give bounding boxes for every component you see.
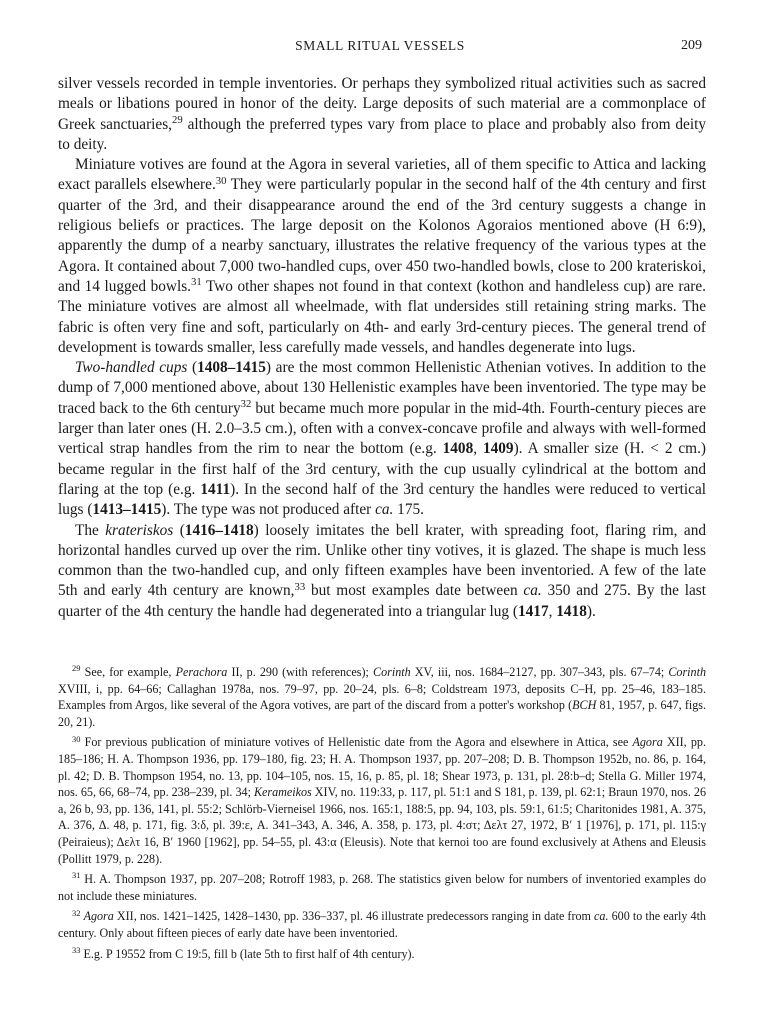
footnote-ref-29[interactable]: 29 [172, 113, 183, 126]
footnote-32: $^{32}$ Agora XII, nos. 1421–1425, 1428–1430, pp. 336–337, pl. 46 illustrate predecessors ranging in date from ca. 600 to the early 4th century. Only about fifteen pieces of early date have been inventoried. [58, 907, 706, 940]
footnote-ref-30[interactable]: 30 [215, 174, 227, 187]
body-text [58, 74, 706, 622]
catalogue-ref: 1417 [518, 602, 549, 620]
paragraph-2: Miniature votives are found at the Agora in several varieties, all of them specific to Attica and lacking exact parallels elsewhere.$^{30}$ They were particularly popular in the second half of the 4th century and first quarter of the 3rd, and their disappearance around the end of the 3rd century suggests a change in religious beliefs or practices. The large deposit on the Kolonos Agoraios mentioned above (H 6:9), apparently the dump of a nearby sanctuary, illustrates the relative frequency of the various types at the Agora. It contained about 7,000 two-handled cups, over 450 two-handled bowls, close to 200 krateriskoi, and 14 lugged bowls.$^{31}$ Two other shapes not found in that context (kothon and handleless cup) are rare. The miniature votives are almost all wheelmade, with flat undersides still retaining string marks. The fabric is often very fine and soft, particularly on 4th- and early 3rd-century pieces. The general trend of development is towards smaller, less carefully made vessels, and handles degenerate into lugs. [58, 156, 706, 356]
footnote-number: 30 [72, 733, 81, 744]
paragraph-1: silver vessels recorded in temple inventories. Or perhaps they symbolized ritual activities such as sacred meals or libations poured in honor of the deity. Large deposits of such material are a commonplace of Greek sanctuaries,$^{29}$ although the preferred types vary from place to place and probably also from deity to deity. [58, 75, 706, 153]
footnote-ref-31[interactable]: 31 [190, 276, 202, 289]
footnote-ref-32[interactable]: 32 [240, 397, 252, 410]
footnote-31: $^{31}$ H. A. Thompson 1937, pp. 207–208; Rotroff 1983, p. 268. The statistics given below for numbers of inventoried examples do not include these miniatures. [58, 870, 706, 903]
running-title: SMALL RITUAL VESSELS [295, 38, 465, 53]
footnote-30: $^{30}$ For previous publication of miniature votives of Hellenistic date from the Agora and elsewhere in Attica, see Agora XII, pp. 185–186; H. A. Thompson 1936, pp. 179–180, fig. 23; H. A. Thompson 1937, pp. 207–208; D. B. Thompson 1952b, no. 86, p. 164, pl. 42; D. B. Thompson 1954, no. 13, pp. 104–105, nos. 15, 16, p. 85, pl. 18; Shear 1973, p. 131, pl. 28:b–d; Stella G. Miller 1974, nos. 65, 66, 68–74, pp. 238–239, pl. 34; Kerameikos XIV, no. 119:33, p. 117, pl. 51:1 and S 181, p. 139, pl. 62:1; Braun 1970, nos. 26 a, 26 b, 93, pp. 136, 141, pl. 55:2; Schlörb-Vierneisel 1966, nos. 165:1, 188:5, pp. 94, 103, pls. 59:1, 61:5; Charitonides 1981, A. 375, A. 376, Δ. 48, p. 171, fig. 3:δ, pl. 39:ε, A. 341–343, A. 346, A. 358, p. 173, pl. 4:στ; Δελτ 27, 1972, B′ 1 [1976], p. 171, pl. 115:γ (Peiraieus); Δελτ 16, B′ 1960 [1962], pp. 54–55, pl. 43:α (Eleusis). Note that kernoi too are found exclusively at Athens and Eleusis (Pollitt 1979, p. 228). [58, 733, 706, 866]
term-krateriskos: krateriskos [105, 521, 174, 539]
catalogue-ref: 1416–1418 [184, 521, 254, 539]
footnote-number: 33 [72, 944, 81, 955]
catalogue-ref: 1408–1415 [197, 359, 266, 377]
running-head [58, 38, 702, 58]
footnote-number: 32 [72, 907, 81, 918]
catalogue-ref: 1413–1415 [92, 501, 162, 519]
footnote-33: $^{33}$ E.g. P 19552 from C 19:5, fill b (late 5th to first half of 4th century). [72, 944, 415, 961]
catalogue-ref: 1418 [556, 602, 587, 620]
catalogue-ref: 1408 [442, 440, 474, 458]
footnote-number: 31 [72, 870, 81, 881]
footnote-number: 29 [72, 663, 81, 674]
footnote-ref-33[interactable]: 33 [294, 580, 306, 593]
catalogue-ref: 1409 [482, 440, 514, 458]
catalogue-ref: 1411 [200, 480, 231, 498]
page-number: 209 [681, 38, 702, 53]
footnotes [58, 664, 706, 966]
footnote-29: $^{29}$ See, for example, Perachora II, p. 290 (with references); Corinth XV, iii, nos. 1684–2127, pp. 307–343, pls. 67–74; Corinth XVIII, i, pp. 64–66; Callaghan 1978a, nos. 79–97, pp. 20–24, pls. 6–8; Coldstream 1973, deposits C–H, pp. 25–46, 183–185. Examples from Argos, like several of the Agora votives, are part of the discard from a potter's workshop (BCH 81, 1957, p. 647, figs. 20, 21). [58, 663, 706, 729]
paragraph-4: The krateriskos (1416–1418) loosely imitates the bell krater, with spreading foot, flaring rim, and horizontal handles curved up over the rim. Unlike other tiny votives, it is glazed. The shape is much less common than the two-handled cup, and only fifteen examples have been inventoried. A few of the late 5th and early 4th century are known,$^{33}$ but most examples date between ca. 350 and 275. By the last quarter of the 4th century the handle had degenerated into a triangular lug (1417, 1418). [58, 521, 706, 620]
term-two-handled-cups: Two-handled cups [75, 359, 188, 377]
paragraph-3: Two-handled cups (1408–1415) are the most common Hellenistic Athenian votives. In addition to the dump of 7,000 mentioned above, about 130 Hellenistic examples have been inventoried. The type may be traced back to the 6th century$^{32}$ but became much more popular in the mid-4th. Fourth-century pieces are larger than later ones (H. 2.0–3.5 cm.), often with a convex-concave profile and always with well-formed vertical strap handles from the rim to near the bottom (e.g. 1408, 1409). A smaller size (H. < 2 cm.) became regular in the first half of the 3rd century, with the cup usually cylindrical at the bottom and flaring at the top (e.g. 1411). In the second half of the 3rd century the handles were reduced to vertical lugs (1413–1415). The type was not produced after ca. 175. [58, 359, 707, 519]
